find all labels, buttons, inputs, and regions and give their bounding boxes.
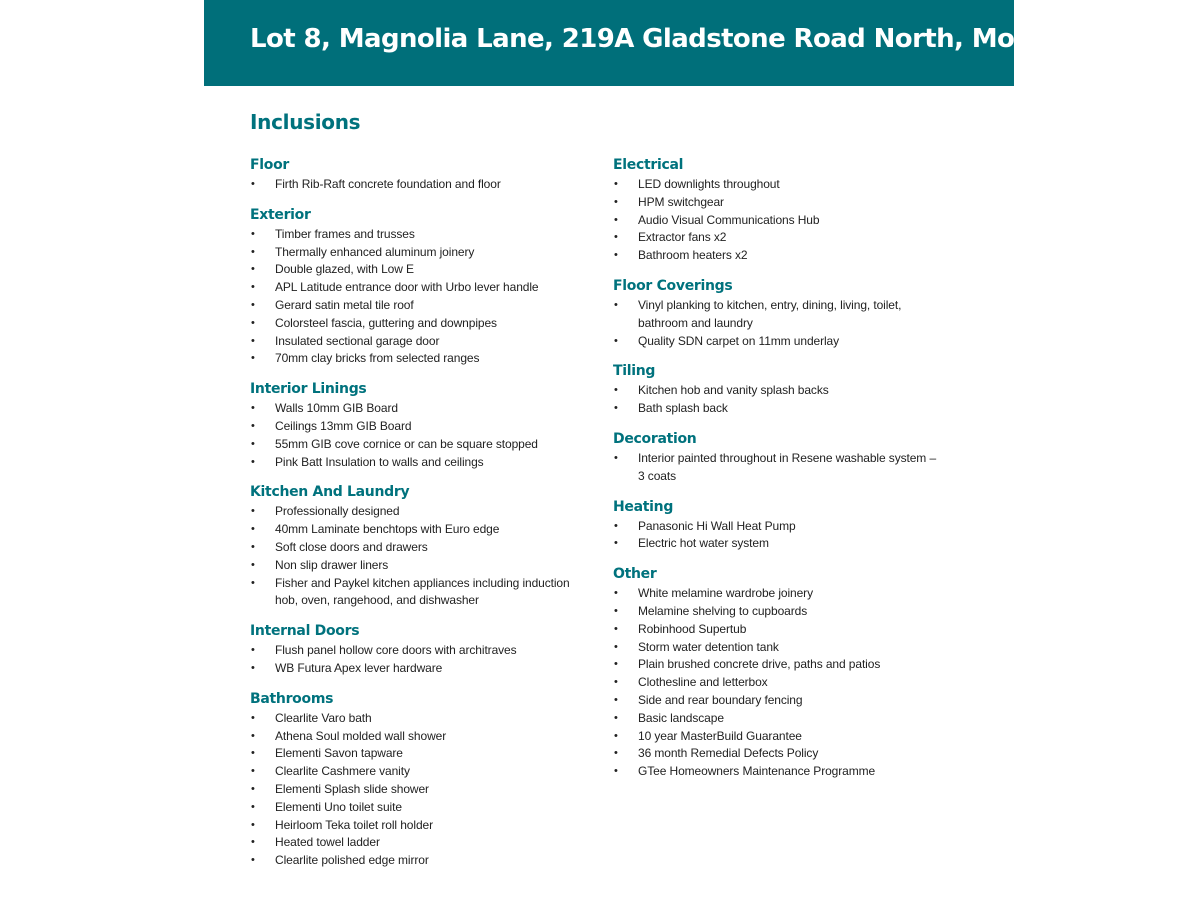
bullet-icon: • xyxy=(251,576,255,589)
bullet-icon: • xyxy=(251,854,255,867)
group-floor xyxy=(250,155,580,194)
list-item xyxy=(613,382,943,400)
inclusion-list xyxy=(250,642,580,678)
list-item-text: 40mm Laminate benchtops with Euro edge xyxy=(275,522,500,537)
list-item-text: WB Futura Apex lever hardware xyxy=(275,660,443,675)
bullet-icon: • xyxy=(251,765,255,778)
list-item xyxy=(250,315,580,333)
list-item-text: Firth Rib-Raft concrete foundation and floor xyxy=(275,177,501,191)
list-item-text: Clothesline and letterbox xyxy=(638,675,768,690)
inclusion-list xyxy=(613,450,943,486)
bullet-icon: • xyxy=(614,537,618,550)
list-item-text: Storm water detention tank xyxy=(638,639,779,654)
list-item xyxy=(613,710,943,728)
list-item-text: Soft close doors and drawers xyxy=(275,539,428,554)
group-heading: Floor xyxy=(250,157,290,173)
list-item xyxy=(613,194,943,212)
list-item-text: Side and rear boundary fencing xyxy=(638,692,803,707)
bullet-icon: • xyxy=(614,711,618,724)
list-item xyxy=(250,418,580,436)
list-item-text: Quality SDN carpet on 11mm underlay xyxy=(638,333,840,348)
list-item xyxy=(250,454,580,472)
bullet-icon: • xyxy=(251,540,255,553)
inclusion-list xyxy=(250,503,580,610)
list-item xyxy=(250,781,580,799)
list-item-text: Timber frames and trusses xyxy=(275,226,415,241)
list-item xyxy=(250,817,580,835)
title-banner xyxy=(204,0,1081,86)
list-item xyxy=(613,585,943,603)
inclusion-list xyxy=(613,382,943,418)
bullet-icon: • xyxy=(614,693,618,706)
list-item xyxy=(250,400,580,418)
list-item-text: Ceilings 13mm GIB Board xyxy=(275,418,412,433)
bullet-icon: • xyxy=(251,644,255,657)
list-item-text: Non slip drawer liners xyxy=(275,557,389,572)
list-item xyxy=(250,176,580,194)
list-item xyxy=(250,575,580,611)
list-item-text: Kitchen hob and vanity splash backs xyxy=(638,383,829,398)
bullet-icon: • xyxy=(614,249,618,262)
group-heading: Kitchen And Laundry xyxy=(250,484,410,501)
inclusion-list xyxy=(613,585,943,781)
list-item xyxy=(250,642,580,660)
list-item xyxy=(613,247,943,265)
group-electrical xyxy=(613,155,943,265)
group-internal-doors xyxy=(250,621,580,678)
list-item-text: Audio Visual Communications Hub xyxy=(638,212,820,227)
inclusion-list xyxy=(250,710,580,870)
inclusion-list xyxy=(613,176,943,265)
group-interior-linings xyxy=(250,379,580,471)
list-item-text: Bathroom heaters x2 xyxy=(638,248,748,263)
list-item-text: Melamine shelving to cupboards xyxy=(638,603,808,618)
list-item xyxy=(250,852,580,870)
list-item-text: GTee Homeowners Maintenance Programme xyxy=(638,764,876,779)
bullet-icon: • xyxy=(251,661,255,674)
list-item-text: Heirloom Teka toilet roll holder xyxy=(275,817,433,832)
bullet-icon: • xyxy=(614,384,618,397)
list-item xyxy=(250,297,580,315)
list-item-text: White melamine wardrobe joinery xyxy=(638,586,813,601)
list-item-text: 10 year MasterBuild Guarantee xyxy=(638,728,802,743)
list-item xyxy=(613,763,943,781)
bullet-icon: • xyxy=(251,352,255,365)
list-item-text: Robinhood Supertub xyxy=(638,621,747,636)
bullet-icon: • xyxy=(251,836,255,849)
list-item xyxy=(613,450,943,486)
list-item xyxy=(250,660,580,678)
list-item-text: Basic landscape xyxy=(638,710,724,725)
list-item-text: Extractor fans x2 xyxy=(638,230,727,245)
list-item xyxy=(250,261,580,279)
list-item xyxy=(613,518,943,536)
list-item xyxy=(250,350,580,368)
list-item-text: 36 month Remedial Defects Policy xyxy=(638,746,819,761)
bullet-icon: • xyxy=(614,622,618,635)
list-item xyxy=(250,244,580,262)
list-item xyxy=(613,535,943,553)
bullet-icon: • xyxy=(614,747,618,760)
bullet-icon: • xyxy=(251,505,255,518)
group-tiling xyxy=(613,361,943,418)
group-heading: Bathrooms xyxy=(250,690,334,707)
list-item-text: Plain brushed concrete drive, paths and patios xyxy=(638,657,881,672)
list-item-text: 70mm clay bricks from selected ranges xyxy=(275,351,480,366)
group-heading: Heating xyxy=(613,498,674,515)
list-item-text: Elementi Splash slide shower xyxy=(275,781,429,796)
list-item xyxy=(613,400,943,418)
list-item xyxy=(613,603,943,621)
list-item-text: Elementi Uno toilet suite xyxy=(275,799,402,814)
list-item-text: Insulated sectional garage door xyxy=(275,333,440,348)
list-item-text: Double glazed, with Low E xyxy=(275,262,414,277)
list-item xyxy=(250,436,580,454)
bullet-icon: • xyxy=(614,178,618,190)
list-item-text: HPM switchgear xyxy=(638,194,724,209)
group-other xyxy=(613,564,943,781)
bullet-icon: • xyxy=(251,782,255,795)
bullet-icon: • xyxy=(251,178,255,190)
list-item xyxy=(250,728,580,746)
bullet-icon: • xyxy=(614,765,618,778)
list-item xyxy=(250,279,580,297)
bullet-icon: • xyxy=(251,437,255,450)
bullet-icon: • xyxy=(614,640,618,653)
list-item-text: Walls 10mm GIB Board xyxy=(275,401,398,416)
bullet-icon: • xyxy=(251,747,255,760)
bullet-icon: • xyxy=(251,281,255,294)
list-item-text: Elementi Savon tapware xyxy=(275,746,403,761)
group-heading: Exterior xyxy=(250,206,311,223)
list-item xyxy=(613,728,943,746)
list-item-text: Bath splash back xyxy=(638,401,728,416)
bullet-icon: • xyxy=(614,213,618,226)
list-item-text: Fisher and Paykel kitchen appliances including induction hob, oven, rangehood, and dishwasher xyxy=(275,575,570,608)
bullet-icon: • xyxy=(614,587,618,600)
bullet-icon: • xyxy=(614,658,618,671)
group-heating xyxy=(613,497,943,554)
inclusions-heading: Inclusions xyxy=(250,110,361,134)
bullet-icon: • xyxy=(614,519,618,532)
bullet-icon: • xyxy=(614,676,618,689)
group-heading: Internal Doors xyxy=(250,623,360,640)
list-item-text: Pink Batt Insulation to walls and ceilings xyxy=(275,454,484,469)
bullet-icon: • xyxy=(251,334,255,347)
list-item xyxy=(250,539,580,557)
list-item xyxy=(613,333,943,351)
bullet-icon: • xyxy=(614,604,618,617)
list-item xyxy=(250,834,580,852)
inclusion-list xyxy=(250,400,580,471)
group-kitchen-and-laundry xyxy=(250,482,580,610)
bullet-icon: • xyxy=(251,558,255,571)
list-item-text: Interior painted throughout in Resene washable system – 3 coats xyxy=(638,450,937,483)
list-item xyxy=(613,745,943,763)
list-item xyxy=(250,333,580,351)
list-item xyxy=(613,692,943,710)
list-item xyxy=(613,212,943,230)
list-item-text: APL Latitude entrance door with Urbo lever handle xyxy=(275,280,539,295)
group-heading: Interior Linings xyxy=(250,381,367,398)
bullet-icon: • xyxy=(614,195,618,208)
bullet-icon: • xyxy=(251,711,255,724)
list-item xyxy=(250,710,580,728)
list-item xyxy=(250,521,580,539)
bullet-icon: • xyxy=(251,227,255,240)
list-item-text: Clearlite Cashmere vanity xyxy=(275,764,410,779)
list-item-text: Flush panel hollow core doors with architraves xyxy=(275,643,517,658)
bullet-icon: • xyxy=(251,402,255,415)
group-decoration xyxy=(613,429,943,486)
list-item xyxy=(613,639,943,657)
list-item xyxy=(613,621,943,639)
list-item xyxy=(613,297,943,333)
list-item-text: Professionally designed xyxy=(275,504,400,519)
list-item xyxy=(250,763,580,781)
list-item xyxy=(613,674,943,692)
inclusion-list xyxy=(250,226,580,368)
left-column xyxy=(250,155,580,881)
bullet-icon: • xyxy=(614,729,618,742)
bullet-icon: • xyxy=(251,298,255,311)
list-item-text: Vinyl planking to kitchen, entry, dining, living, toilet, bathroom and laundry xyxy=(638,297,902,330)
bullet-icon: • xyxy=(251,455,255,468)
bullet-icon: • xyxy=(614,451,618,464)
page-title: Lot 8, Magnolia Lane, 219A Gladstone Road North, Mosgiel xyxy=(250,24,1081,54)
group-heading: Electrical xyxy=(613,157,684,173)
bullet-icon: • xyxy=(614,298,618,311)
bullet-icon: • xyxy=(251,245,255,258)
bullet-icon: • xyxy=(251,263,255,276)
list-item xyxy=(613,229,943,247)
list-item xyxy=(250,226,580,244)
inclusion-list xyxy=(613,518,943,554)
bullet-icon: • xyxy=(251,316,255,329)
list-item-text: Panasonic Hi Wall Heat Pump xyxy=(638,518,796,533)
list-item-text: Clearlite polished edge mirror xyxy=(275,853,429,868)
list-item xyxy=(613,656,943,674)
list-item-text: Clearlite Varo bath xyxy=(275,710,372,725)
bullet-icon: • xyxy=(251,419,255,432)
bullet-icon: • xyxy=(251,818,255,831)
group-heading: Floor Coverings xyxy=(613,277,733,294)
bullet-icon: • xyxy=(251,729,255,742)
bullet-icon: • xyxy=(251,800,255,813)
list-item-text: Colorsteel fascia, guttering and downpipes xyxy=(275,315,497,330)
list-item-text: Electric hot water system xyxy=(638,536,769,551)
list-item-text: 55mm GIB cove cornice or can be square stopped xyxy=(275,436,538,451)
group-heading: Other xyxy=(613,566,657,583)
bullet-icon: • xyxy=(614,402,618,415)
list-item-text: Thermally enhanced aluminum joinery xyxy=(275,244,475,259)
right-column xyxy=(613,155,943,792)
bullet-icon: • xyxy=(251,523,255,536)
group-floor-coverings xyxy=(613,276,943,350)
list-item xyxy=(250,503,580,521)
list-item xyxy=(250,745,580,763)
list-item-text: Gerard satin metal tile roof xyxy=(275,297,414,312)
bullet-icon: • xyxy=(614,231,618,244)
list-item xyxy=(250,799,580,817)
group-exterior xyxy=(250,205,580,368)
inclusion-list xyxy=(250,176,580,194)
list-item-text: LED downlights throughout xyxy=(638,177,780,191)
bullet-icon: • xyxy=(614,334,618,347)
group-heading: Tiling xyxy=(613,363,656,380)
list-item xyxy=(613,176,943,194)
list-item xyxy=(250,557,580,575)
list-item-text: Athena Soul molded wall shower xyxy=(275,728,447,743)
group-bathrooms xyxy=(250,689,580,870)
list-item-text: Heated towel ladder xyxy=(275,835,380,850)
group-heading: Decoration xyxy=(613,430,697,447)
inclusion-list xyxy=(613,297,943,350)
